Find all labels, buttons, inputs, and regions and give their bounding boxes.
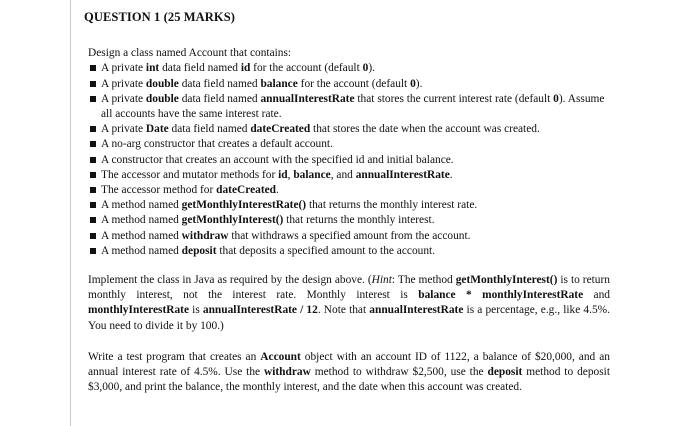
requirement-item: The accessor method for dateCreated. [88,183,610,198]
requirement-item: A method named deposit that deposits a specified amount to the account. [88,244,610,259]
question-heading: QUESTION 1 (25 MARKS) [84,10,236,24]
requirement-item: A constructor that creates an account with the specified id and initial balance. [88,153,610,168]
implementation-paragraph: Implement the class in Java as required by the design above. (Hint: The method getMonthlyInterest() is to return monthly interest, not the interest rate. Monthly interest is balance * monthlyInterestRate and monthlyInterestRate is annualInterestRate / 12. Note that annualInterestRate is a percentage, e.g., like 4.5%. You need to divide it by 100.) [88,274,610,332]
requirement-item: A private Date data field named dateCreated that stores the date when the account was created. [88,122,610,137]
test-program-paragraph: Write a test program that creates an Account object with an account ID of 1122, a balance of $20,000, and an annual interest rate of 4.5%. Use the withdraw method to withdraw $2,500, use the deposit method to deposit $3,000, and print the balance, the monthly interest, and the date when this account was created. [88,350,610,394]
page-edge-line [70,0,71,426]
intro-text: Design a class named Account that contains: [88,47,292,60]
requirement-item: The accessor and mutator methods for id, balance, and annualInterestRate. [88,168,610,183]
requirement-item: A private double data field named annualInterestRate that stores the current interest rate (default 0). Assume all accounts have the same interest rate. [88,92,610,122]
requirement-item: A method named withdraw that withdraws a specified amount from the account. [88,229,610,244]
requirement-item: A method named getMonthlyInterestRate() that returns the monthly interest rate. [88,198,610,213]
requirement-item: A private int data field named id for the account (default 0). [88,61,610,76]
requirement-item: A no-arg constructor that creates a default account. [88,137,610,152]
requirements-list [88,61,610,259]
requirement-item: A method named getMonthlyInterest() that returns the monthly interest. [88,213,610,228]
requirement-item: A private double data field named balance for the account (default 0). [88,77,610,92]
